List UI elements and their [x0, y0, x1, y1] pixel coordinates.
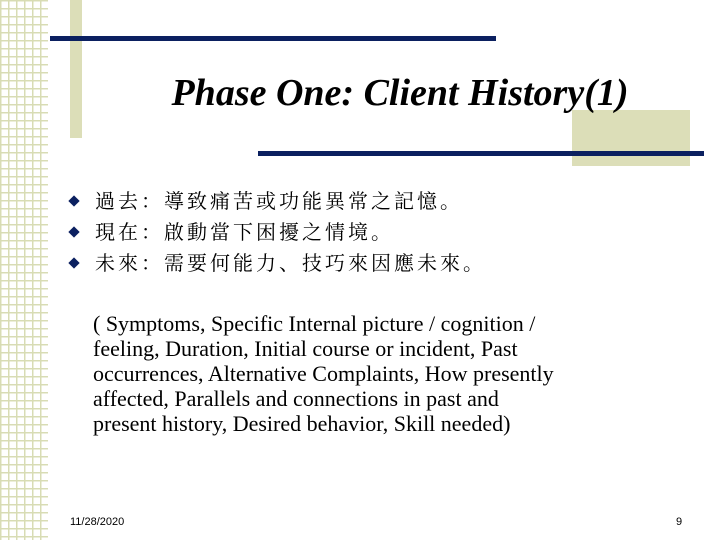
diamond-bullet-icon	[68, 195, 79, 206]
bullet-item-past	[70, 186, 710, 217]
bullet-text: 未來：需要何能力、技巧來因應未來。	[95, 251, 486, 275]
paragraph-line: ( Symptoms, Specific Internal picture / cognition /	[93, 311, 536, 336]
bullet-item-present	[70, 217, 710, 248]
page-number: 9	[676, 516, 683, 528]
bullet-list	[70, 186, 710, 279]
bullet-item-future	[70, 248, 710, 279]
paragraph-line: feeling, Duration, Initial course or incident, Past	[93, 336, 518, 361]
bullet-text: 現在：啟動當下困擾之情境。	[95, 220, 394, 244]
decorative-grid-strip	[0, 0, 48, 540]
paragraph-line: occurrences, Alternative Complaints, How presently	[93, 361, 554, 386]
slide-title: Phase One: Client History(1)	[171, 72, 629, 114]
diamond-bullet-icon	[68, 226, 79, 237]
diamond-bullet-icon	[68, 257, 79, 268]
paragraph-line: affected, Parallels and connections in past and	[93, 386, 499, 411]
bullet-text: 過去：導致痛苦或功能異常之記憶。	[95, 189, 463, 213]
decorative-bar-bottom	[258, 151, 704, 156]
details-paragraph	[93, 311, 693, 436]
footer-date: 11/28/2020	[70, 516, 125, 528]
decorative-olive-block-top	[70, 0, 82, 138]
paragraph-line: present history, Desired behavior, Skill needed)	[93, 411, 511, 436]
decorative-olive-block-bottom	[572, 110, 690, 166]
decorative-bar-top	[50, 36, 496, 41]
